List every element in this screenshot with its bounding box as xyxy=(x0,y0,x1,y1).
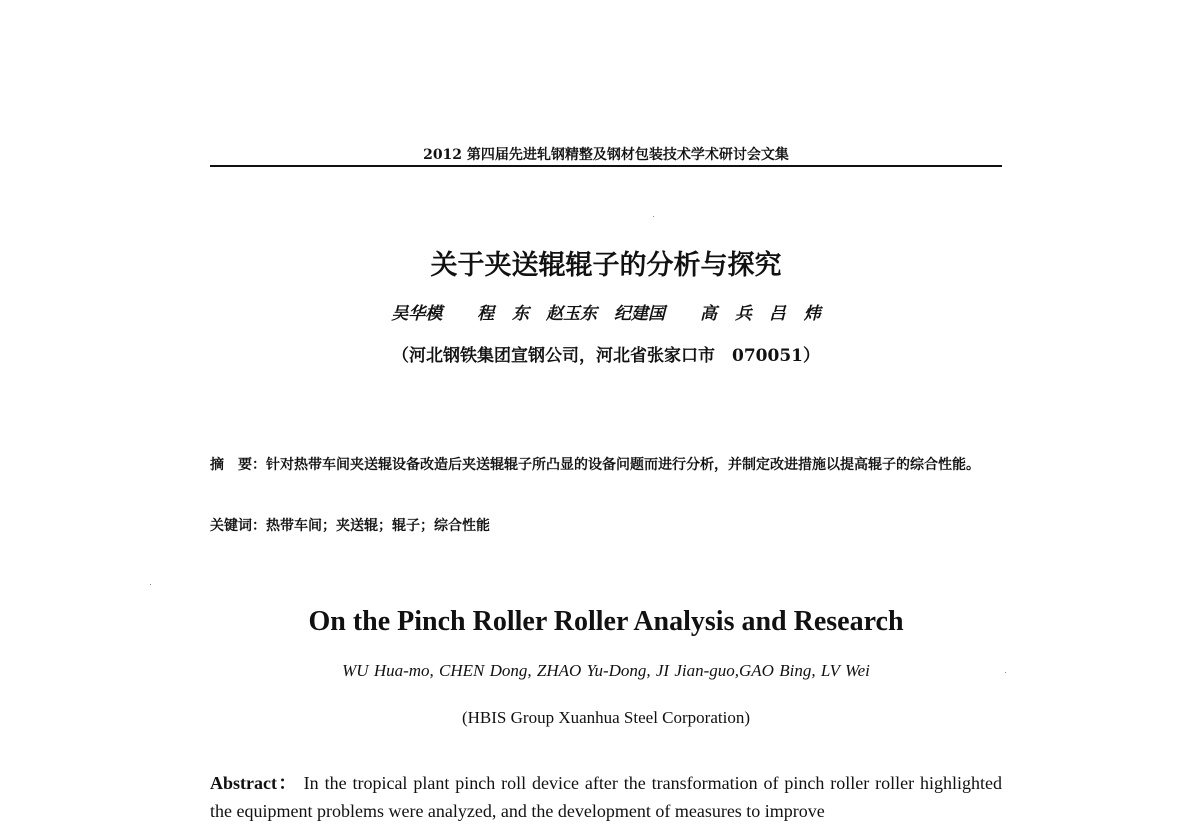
chinese-abstract-text: 针对热带车间夹送辊设备改造后夹送辊辊子所凸显的设备问题而进行分析，并制定改进措施以提高辊子的综合性能。 xyxy=(266,457,980,473)
english-title: On the Pinch Roller Roller Analysis and Research xyxy=(308,606,904,637)
english-abstract-label: Abstract： xyxy=(210,773,298,793)
chinese-title: 关于夹送辊辊子的分析与探究 xyxy=(430,250,782,281)
chinese-keywords-label: 关键词： xyxy=(210,518,266,534)
english-authors: WU Hua-mo, CHEN Dong, ZHAO Yu-Dong, JI Jian-guo,GAO Bing, LV Wei xyxy=(342,661,870,680)
scan-speck xyxy=(150,584,151,585)
chinese-keywords xyxy=(210,515,1002,535)
header-rule xyxy=(210,165,1002,167)
chinese-authors: 吴华模 程 东 赵玉东 纪建国 高 兵 吕 炜 xyxy=(391,304,821,324)
chinese-abstract xyxy=(210,447,1002,483)
scan-speck xyxy=(1005,672,1006,673)
english-affiliation: (HBIS Group Xuanhua Steel Corporation) xyxy=(461,708,750,727)
chinese-affiliation: （河北钢铁集团宣钢公司，河北省张家口市 070051） xyxy=(392,346,820,366)
scan-speck xyxy=(653,216,654,217)
chinese-keywords-text: 热带车间；夹送辊；辊子；综合性能 xyxy=(266,518,490,534)
english-abstract xyxy=(210,769,1002,825)
running-header: 2012 第四届先进轧钢精整及钢材包装技术学术研讨会文集 xyxy=(423,147,789,163)
english-abstract-text: In the tropical plant pinch roll device after the transformation of pinch roller roller highlighted the equipment problems were analyzed, and the development of measures to improve xyxy=(210,773,1002,821)
chinese-abstract-label: 摘 要： xyxy=(210,457,266,473)
